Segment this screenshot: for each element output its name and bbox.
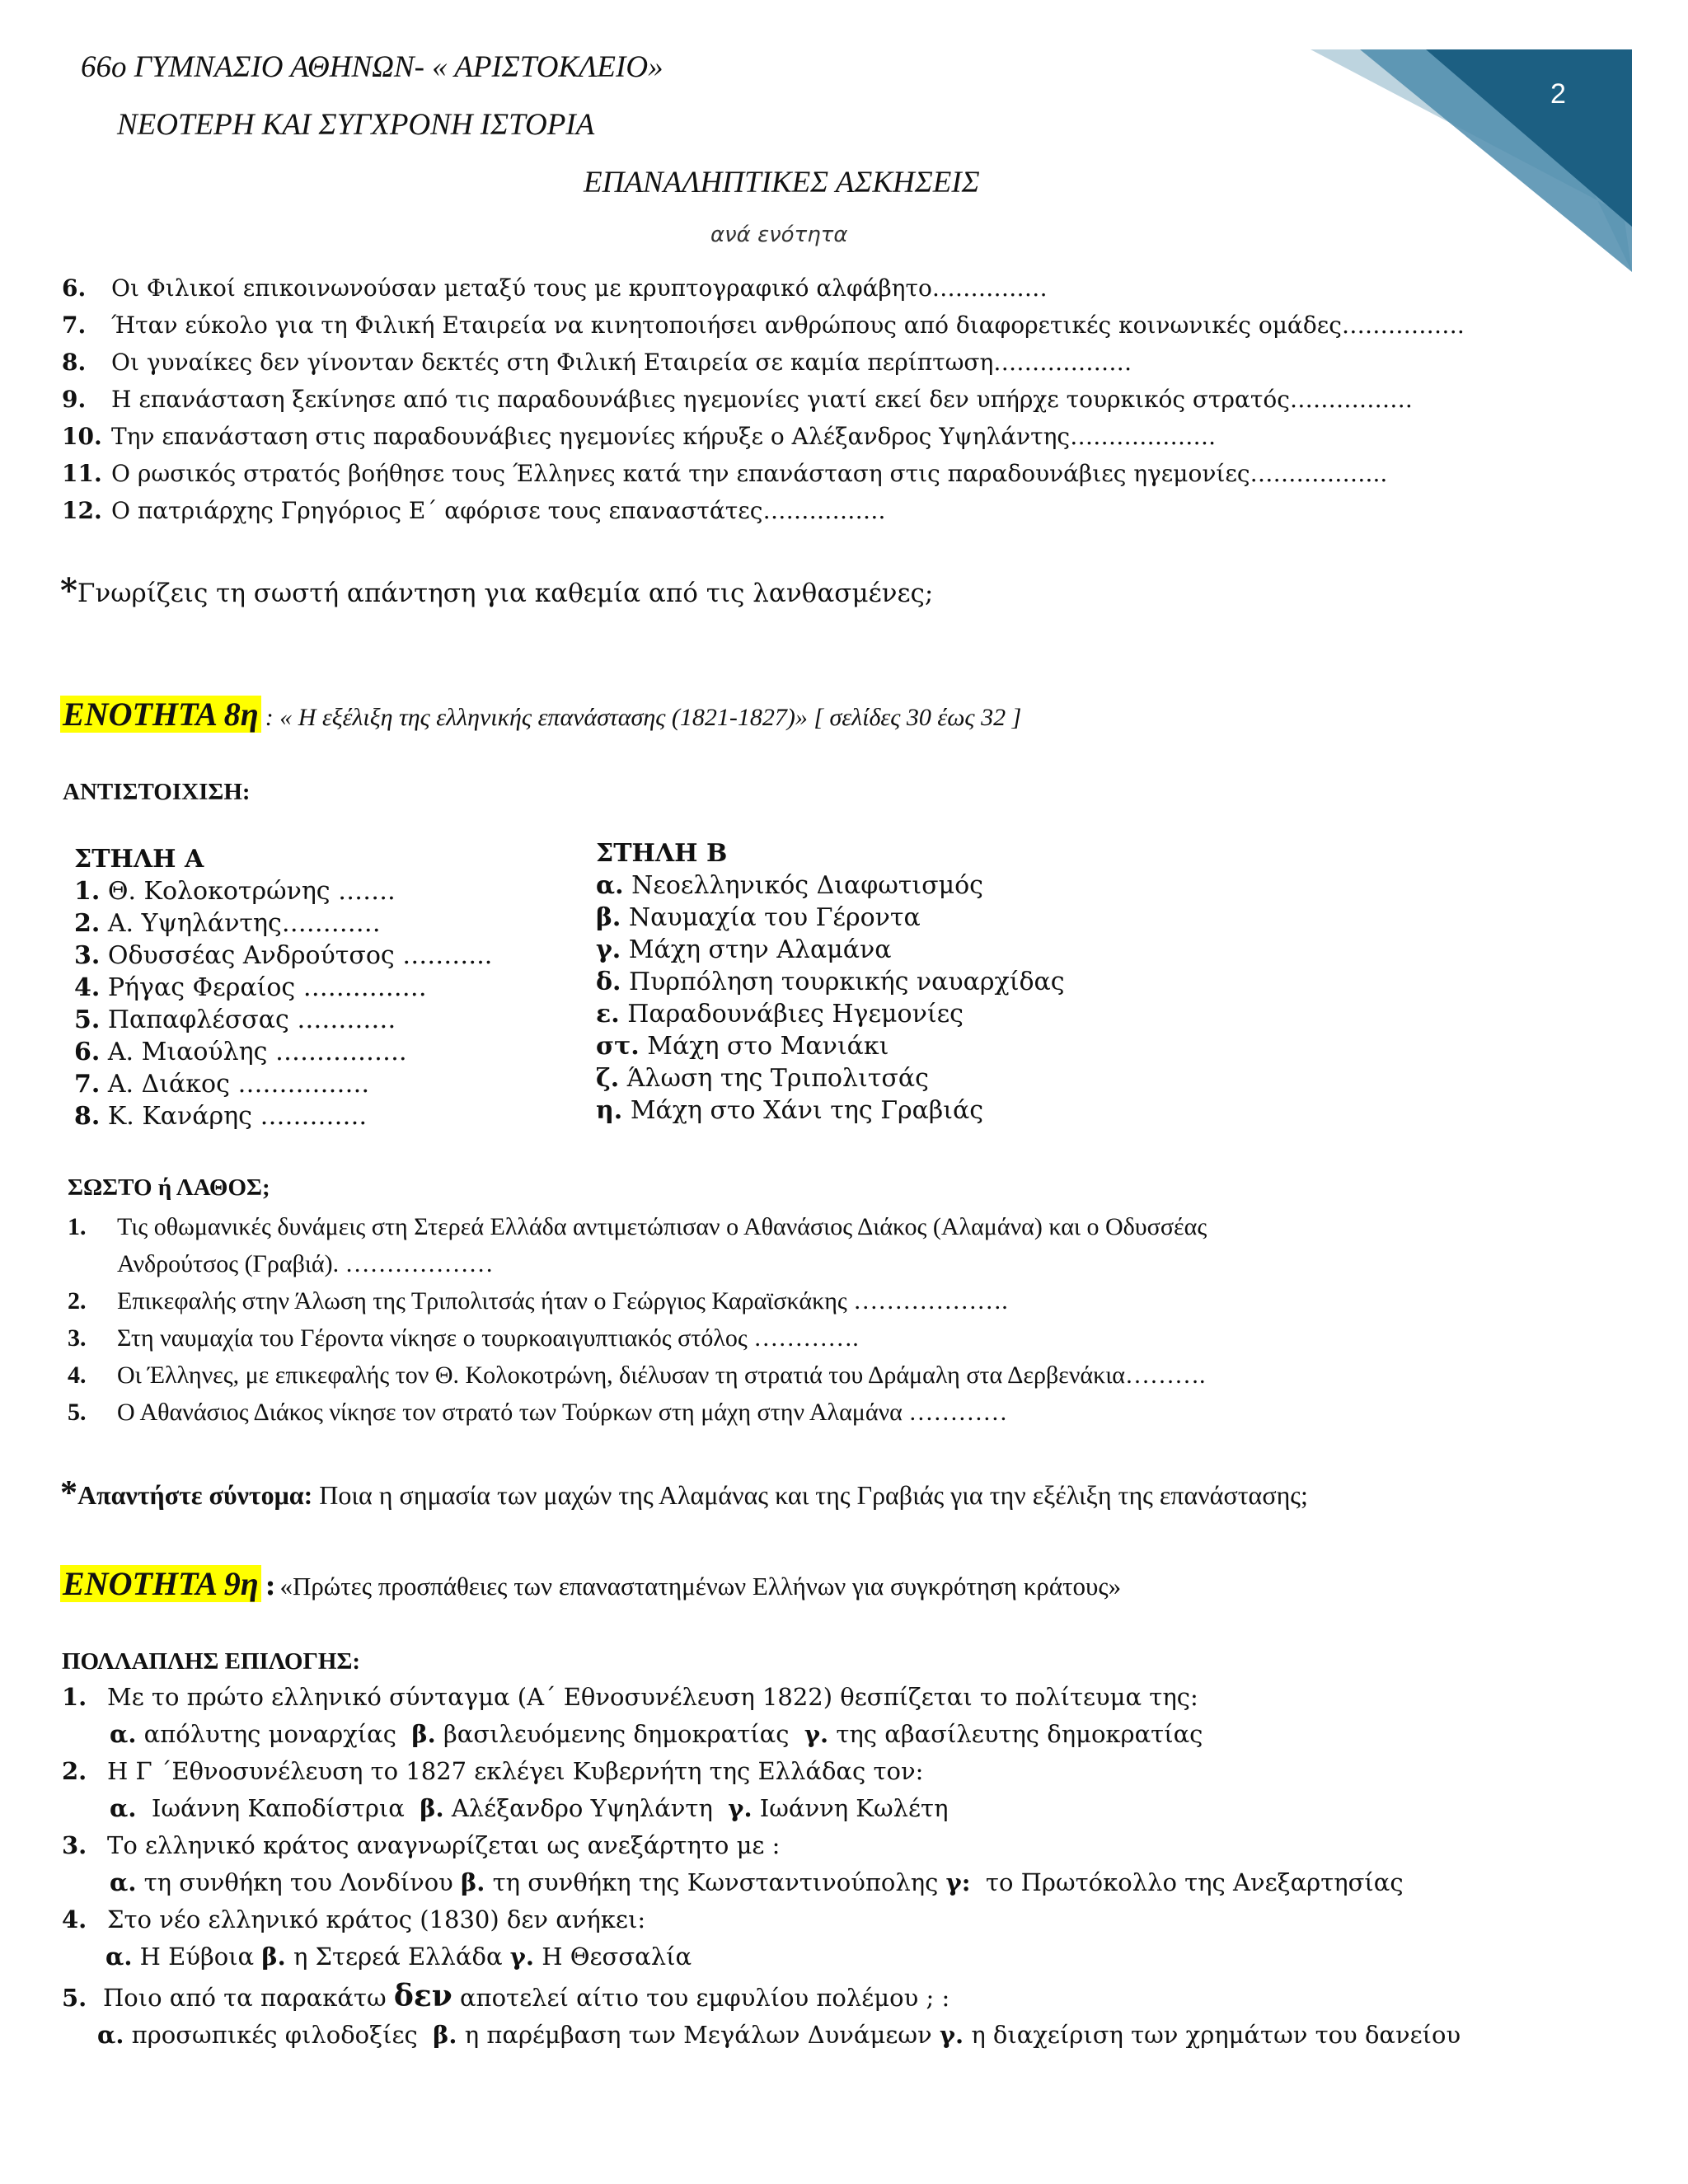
column-b-item: η. Μάχη στο Χάνι της Γραβιάς bbox=[596, 1096, 984, 1125]
true-false-label: ΣΩΣΤΟ ή ΛΑΘΟΣ; bbox=[68, 1174, 270, 1201]
tf-item: 3. Στη ναυμαχία του Γέροντα νίκησε ο τουρκοαιγυπτιακός στόλος …………. bbox=[68, 1324, 859, 1352]
know-question: *Γνωρίζεις τη σωστή απάντηση για καθεμία από τις λανθασμένες; bbox=[60, 571, 934, 610]
mc-options: α. απόλυτης μοναρχίας β. βασιλευόμενης δημοκρατίας γ. της αβασίλευτης δημοκρατίας bbox=[110, 1720, 1203, 1748]
mc-question: 3. Το ελληνικό κράτος αναγνωρίζεται ως ανεξάρτητο με : bbox=[62, 1831, 781, 1859]
column-b-item: α. Νεοελληνικός Διαφωτισμός bbox=[596, 871, 983, 900]
page-number: 2 bbox=[1550, 78, 1566, 110]
column-b-item: δ. Πυρπόληση τουρκικής ναυαρχίδας bbox=[596, 968, 1065, 996]
column-b-item: ζ. Άλωση της Τριπολιτσάς bbox=[596, 1064, 929, 1093]
mc-question: 4. Στο νέο ελληνικό κράτος (1830) δεν ανήκει: bbox=[62, 1905, 646, 1933]
column-a-item: 3. Οδυσσέας Ανδρούτσος ……….. bbox=[74, 941, 493, 970]
per-unit-subtitle: ανά ενότητα bbox=[710, 223, 848, 247]
column-a-item: 7. Α. Διάκος ……………. bbox=[74, 1070, 369, 1099]
prev-item: 6. Οι Φιλικοί επικοινωνούσαν μεταξύ τους με κρυπτογραφικό αλφάβητο…………… bbox=[62, 274, 1048, 302]
column-b bbox=[596, 837, 1065, 1127]
column-a-item: 1. Θ. Κολοκοτρώνης ……. bbox=[74, 877, 396, 906]
column-a-item: 8. Κ. Κανάρης …………. bbox=[74, 1102, 368, 1131]
corner-dark-shape bbox=[1426, 49, 1632, 227]
unit9-heading: ΕΝΟΤΗΤΑ 9η : «Πρώτες προσπάθειες των επαναστατημένων Ελλήνων για συγκρότηση κράτους» bbox=[60, 1564, 1121, 1603]
exercises-title: ΕΠΑΝΑΛΗΠΤΙΚΕΣ ΑΣΚΗΣΕΙΣ bbox=[584, 166, 980, 199]
school-title: 66ο ΓΥΜΝΑΣΙΟ ΑΘΗΝΩΝ- « ΑΡΙΣΤΟΚΛΕΙΟ» bbox=[81, 50, 663, 84]
mc-question: 5. Ποιο από τα παρακάτω δεν αποτελεί αίτιο του εμφυλίου πολέμου ; : bbox=[62, 1979, 950, 2013]
unit8-heading bbox=[60, 695, 1021, 733]
column-b-item: β. Ναυμαχία του Γέροντα bbox=[596, 903, 921, 932]
column-b-item: γ. Μάχη στην Αλαμάνα bbox=[596, 935, 892, 964]
tf-item: 2. Επικεφαλής στην Άλωση της Τριπολιτσάς ήταν ο Γεώργιος Καραϊσκάκης ………………. bbox=[68, 1287, 1008, 1315]
prev-item: 8. Οι γυναίκες δεν γίνονταν δεκτές στη Φιλική Εταιρεία σε καμία περίπτωση……………… bbox=[62, 349, 1132, 376]
column-a-item: 4. Ρήγας Φεραίος …………… bbox=[74, 973, 427, 1002]
mc-question: 2. Η Γ ΄Εθνοσυνέλευση το 1827 εκλέγει Κυβερνήτη της Ελλάδας τον: bbox=[62, 1757, 924, 1785]
mc-options: α. προσωπικές φιλοδοξίες β. η παρέμβαση των Μεγάλων Δυνάμεων γ. η διαχείριση των χρημάτων του δανείου bbox=[97, 2021, 1461, 2049]
prev-item: 12. Ο πατριάρχης Γρηγόριος Ε΄ αφόρισε τους επαναστάτες……………. bbox=[62, 497, 886, 524]
column-a-item: 2. Α. Υψηλάντης………… bbox=[74, 909, 381, 938]
column-b-title: ΣΤΗΛΗ Β bbox=[596, 839, 728, 868]
short-answer-question: *Απαντήστε σύντομα: Ποια η σημασία των μαχών της Αλαμάνας και της Γραβιάς για την εξέλιξη της επανάστασης; bbox=[60, 1474, 1308, 1512]
tf-item: 4. Οι Έλληνες, με επικεφαλής τον Θ. Κολοκοτρώνη, διέλυσαν τη στρατιά του Δράμαλη στα Δερβενάκια………. bbox=[68, 1361, 1206, 1389]
tf-item: 5. Ο Αθανάσιος Διάκος νίκησε τον στρατό των Τούρκων στη μάχη στην Αλαμάνα ………… bbox=[68, 1399, 1008, 1426]
mc-options: α. τη συνθήκη του Λονδίνου β. τη συνθήκη της Κωνσταντινούπολης γ: το Πρωτόκολλο της Ανεξαρτησίας bbox=[110, 1868, 1404, 1896]
unit9-title: ΕΝΟΤΗΤΑ 9η bbox=[60, 1565, 261, 1602]
mc-question: 1. Με το πρώτο ελληνικό σύνταγμα (Α΄ Εθνοσυνέλευση 1822) θεσπίζεται το πολίτευμα της: bbox=[62, 1683, 1198, 1711]
tf-item: 1. Τις οθωμανικές δυνάμεις στη Στερεά Ελλάδα αντιμετώπισαν ο Αθανάσιος Διάκος (Αλαμάνα) και ο Οδυσσέας bbox=[68, 1213, 1207, 1240]
mc-options: α. Η Εύβοια β. η Στερεά Ελλάδα γ. Η Θεσσαλία bbox=[106, 1943, 692, 1971]
column-b-item: στ. Μάχη στο Μανιάκι bbox=[596, 1032, 889, 1061]
matching-label: ΑΝΤΙΣΤΟΙΧΙΣΗ: bbox=[63, 779, 251, 805]
corner-decoration bbox=[1311, 49, 1632, 272]
prev-item: 9. Η επανάσταση ξεκίνησε από τις παραδουνάβιες ηγεμονίες γιατί εκεί δεν υπήρχε τουρκικός στρατός……………. bbox=[62, 386, 1413, 413]
prev-item: 7. Ήταν εύκολο για τη Φιλική Εταιρεία να κινητοποιήσει ανθρώπους από διαφορετικές κοινωνικές ομάδες……………. bbox=[62, 312, 1465, 339]
mc-options: α. Ιωάννη Καποδίστρια β. Αλέξανδρο Υψηλάντη γ. Ιωάννη Κωλέτη bbox=[110, 1794, 949, 1822]
subject-title: ΝΕΟΤΕΡΗ ΚΑΙ ΣΥΓΧΡΟΝΗ ΙΣΤΟΡΙΑ bbox=[117, 108, 595, 142]
column-a-item: 6. Α. Μιαούλης ……………. bbox=[74, 1038, 407, 1066]
column-b-item: ε. Παραδουνάβιες Ηγεμονίες bbox=[596, 1000, 964, 1029]
multiple-choice-label: ΠΟΛΛΑΠΛΗΣ ΕΠΙΛΟΓΗΣ: bbox=[62, 1648, 361, 1675]
unit9-description: «Πρώτες προσπάθειες των επαναστατημένων Ελλήνων για συγκρότηση κράτους» bbox=[279, 1572, 1122, 1601]
prev-item: 10. Την επανάσταση στις παραδουνάβιες ηγεμονίες κήρυξε ο Αλέξανδρος Υψηλάντης………………. bbox=[62, 423, 1217, 450]
prev-item: 11. Ο ρωσικός στρατός βοήθησε τους Έλληνες κατά την επανάσταση στις παραδουνάβιες ηγεμονίες……………... bbox=[62, 460, 1388, 487]
unit8-description: : « Η εξέλιξη της ελληνικής επανάστασης (1821-1827)» [ σελίδες 30 έως 32 ] bbox=[265, 704, 1022, 731]
column-a-item: 5. Παπαφλέσσας ………… bbox=[74, 1005, 396, 1034]
column-a-title: ΣΤΗΛΗ Α bbox=[74, 845, 204, 874]
column-a bbox=[74, 843, 492, 1132]
unit8-title: ΕΝΟΤΗΤΑ 8η bbox=[60, 696, 261, 733]
tf-item-continuation: Ανδρούτσος (Γραβιά). ……………… bbox=[117, 1250, 494, 1277]
